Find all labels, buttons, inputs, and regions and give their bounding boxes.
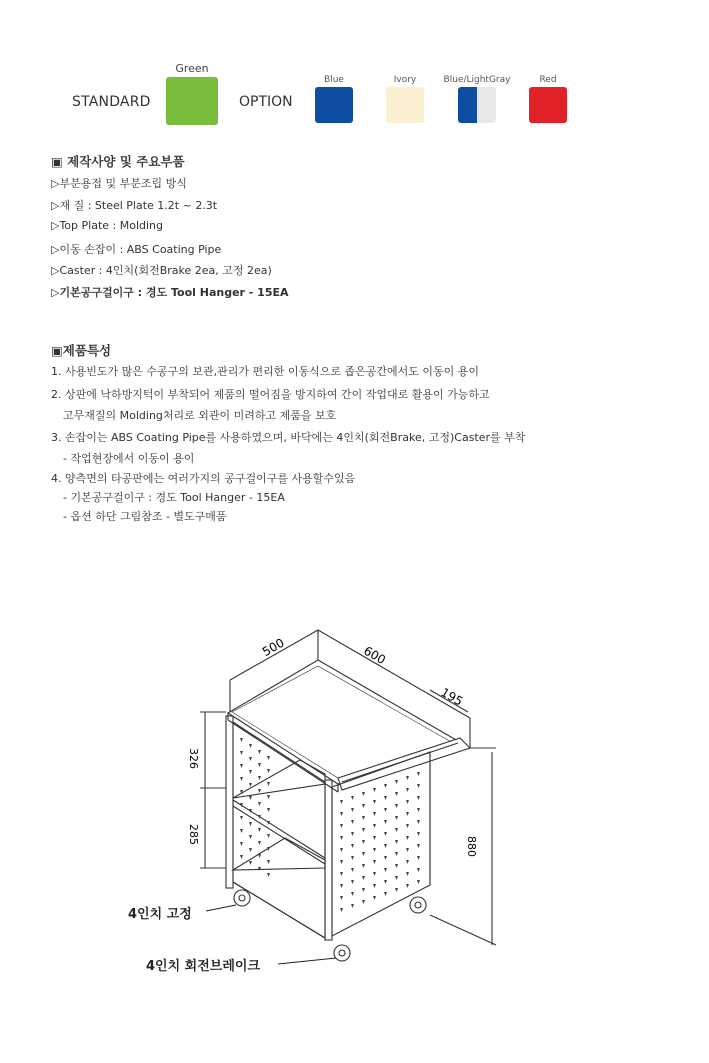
cart-outline <box>200 630 496 945</box>
pegboard-hole <box>406 776 409 780</box>
pegboard-hole <box>351 844 354 848</box>
spec-item: ▷부분용접 및 부분조립 방식 <box>51 177 187 190</box>
pegboard-hole <box>373 824 376 828</box>
pegboard-hole <box>340 800 343 804</box>
pegboard-hole <box>406 872 409 876</box>
option-color-name-ivory: Ivory <box>393 75 417 85</box>
pegboard-hole <box>249 822 252 826</box>
pegboard-hole <box>240 777 243 781</box>
pegboard-hole <box>417 808 420 812</box>
pegboard-hole <box>417 844 420 848</box>
pegboard-hole <box>249 848 252 852</box>
pegboard-hole <box>340 884 343 888</box>
pegboard-hole <box>340 872 343 876</box>
pegboard-hole <box>258 841 261 845</box>
pegboard-hole <box>373 836 376 840</box>
standard-label: STANDARD <box>72 94 151 110</box>
pegboard-hole <box>267 860 270 864</box>
option-color-name-blue: Blue <box>324 75 344 85</box>
pegboard-hole <box>395 888 398 892</box>
feature-line: 1. 사용빈도가 많은 수공구의 보관,관리가 편리한 이동식으로 좁은공간에서도 이동이 용이 <box>51 365 479 378</box>
pegboard-hole <box>340 848 343 852</box>
pegboard-hole <box>249 744 252 748</box>
pegboard-hole <box>395 792 398 796</box>
caption-fixed-caster: 4인치 고정 <box>128 907 192 922</box>
pegboard-hole <box>362 876 365 880</box>
pegboard-hole <box>240 764 243 768</box>
pegboard-hole <box>406 788 409 792</box>
pegboard-hole <box>362 888 365 892</box>
pegboard-hole <box>240 751 243 755</box>
pegboard-hole <box>351 856 354 860</box>
pegboard-hole <box>340 896 343 900</box>
pegboard-hole <box>417 832 420 836</box>
pegboard-hole <box>406 884 409 888</box>
pegboard-hole <box>351 796 354 800</box>
pegboard-hole <box>384 868 387 872</box>
pegboard-hole <box>362 864 365 868</box>
spec-title: ▣ 제작사양 및 주요부품 <box>51 154 185 169</box>
pegboard-hole <box>240 738 243 742</box>
pegboard-hole <box>351 892 354 896</box>
dim-lower: 285 <box>187 824 200 845</box>
spec-item: ▷Caster : 4인치(회전Brake 2ea, 고정 2ea) <box>51 264 272 277</box>
feature-line: - 기본공구걸이구 : 경도 Tool Hanger - 15EA <box>63 491 285 504</box>
pegboard-hole <box>267 769 270 773</box>
pegboard-hole <box>406 824 409 828</box>
option-color-name-red: Red <box>539 75 557 85</box>
dim-width: 600 <box>361 643 389 668</box>
pegboard-hole <box>362 852 365 856</box>
pegboard-hole <box>351 904 354 908</box>
pegboard-hole <box>373 872 376 876</box>
leader-brake <box>278 958 336 964</box>
pegboard-hole <box>395 804 398 808</box>
option-color-name-blue-lightgray: Blue/LightGray <box>443 75 511 85</box>
feature-line: 고무재질의 Molding처리로 외관이 미려하고 제품을 보호 <box>63 409 337 422</box>
pegboard-hole <box>362 804 365 808</box>
pegboard-hole <box>417 784 420 788</box>
pegboard-hole <box>249 796 252 800</box>
feature-line: 4. 양측면의 타공판에는 여러가지의 공구걸이구를 사용할수있음 <box>51 472 356 485</box>
spec-item: ▷기본공구걸이구 : 경도 Tool Hanger - 15EA <box>51 286 289 299</box>
pegboard-hole <box>395 876 398 880</box>
pegboard-hole <box>351 832 354 836</box>
leader-fixed <box>206 905 236 911</box>
pegboard-hole <box>406 860 409 864</box>
pegboard-hole <box>258 789 261 793</box>
pegboard-hole <box>384 892 387 896</box>
pegboard-hole <box>267 834 270 838</box>
pegboard-hole <box>340 812 343 816</box>
pegboard-hole <box>249 770 252 774</box>
features-title: ▣제품특성 <box>51 343 112 358</box>
spec-item: ▷Top Plate : Molding <box>51 219 163 232</box>
pegboard-hole <box>258 763 261 767</box>
pegboard-hole <box>362 828 365 832</box>
pegboard-hole <box>395 780 398 784</box>
pegboard-hole <box>384 796 387 800</box>
pegboard-hole <box>267 808 270 812</box>
pegboard-hole <box>249 783 252 787</box>
pegboard-hole <box>373 848 376 852</box>
pegboard-hole <box>384 856 387 860</box>
pegboard-hole <box>351 880 354 884</box>
pegboard-hole <box>362 816 365 820</box>
option-swatch-blue <box>315 87 353 123</box>
pegboard-hole <box>406 836 409 840</box>
option-swatch-red <box>529 87 567 123</box>
pegboard-hole <box>395 816 398 820</box>
feature-line: 2. 상판에 낙하방지턱이 부착되어 제품의 떨어짐을 방지하여 간이 작업대로 활용이 가능하고 <box>51 388 490 401</box>
pegboard-hole <box>249 757 252 761</box>
pegboard-hole <box>267 873 270 877</box>
pegboard-hole <box>373 896 376 900</box>
pegboard-hole <box>340 824 343 828</box>
pegboard-hole <box>340 860 343 864</box>
pegboard-hole <box>417 856 420 860</box>
pegboard-hole <box>395 852 398 856</box>
pegboard-hole <box>362 840 365 844</box>
pegboard-hole <box>395 840 398 844</box>
pegboard-hole <box>373 860 376 864</box>
pegboard-hole <box>340 836 343 840</box>
dim-height: 880 <box>465 836 478 857</box>
pegboard-hole <box>249 835 252 839</box>
pegboard-hole <box>417 820 420 824</box>
pegboard-hole <box>258 854 261 858</box>
option-swatch-blue-lightgray <box>458 87 496 123</box>
pegboard-hole <box>406 848 409 852</box>
pegboard-hole <box>258 828 261 832</box>
pegboard-hole <box>267 795 270 799</box>
pegboard-hole <box>373 788 376 792</box>
pegboard-hole <box>351 820 354 824</box>
pegboard-hole <box>395 864 398 868</box>
pegboard-hole <box>240 855 243 859</box>
pegboard-hole <box>417 772 420 776</box>
pegboard-hole <box>417 868 420 872</box>
pegboard-hole <box>417 880 420 884</box>
pegboard-hole <box>362 900 365 904</box>
dim-handle: 195 <box>438 685 466 709</box>
pegboard-hole <box>395 828 398 832</box>
pegboard-hole <box>267 756 270 760</box>
pegboard-hole <box>384 832 387 836</box>
spec-item: ▷재 질 : Steel Plate 1.2t ~ 2.3t <box>51 199 218 212</box>
tool-cart-drawing <box>0 600 709 1000</box>
pegboard-hole <box>240 829 243 833</box>
feature-line: 3. 손잡이는 ABS Coating Pipe를 사용하였으며, 바닥에는 4인치(회전Brake, 고정)Caster를 부착 <box>51 431 526 444</box>
pegboard-hole <box>240 842 243 846</box>
spec-item: ▷이동 손잡이 : ABS Coating Pipe <box>51 243 222 256</box>
standard-color-name: Green <box>175 62 209 75</box>
pegboard-hole <box>258 776 261 780</box>
pegboard-hole <box>340 908 343 912</box>
pegboard-hole <box>362 792 365 796</box>
pegboard-hole <box>351 868 354 872</box>
pegboard-hole <box>373 800 376 804</box>
feature-line: - 옵션 하단 그림참조 - 별도구매품 <box>63 510 227 523</box>
dim-upper: 326 <box>187 748 200 769</box>
standard-color-swatch <box>166 77 218 125</box>
pegboard-hole <box>406 812 409 816</box>
pegboard-hole <box>373 884 376 888</box>
pegboard-hole <box>351 808 354 812</box>
pegboard-hole <box>258 750 261 754</box>
pegboard-hole <box>240 816 243 820</box>
pegboard-hole <box>373 812 376 816</box>
pegboard-hole <box>417 796 420 800</box>
pegboard-hole <box>406 800 409 804</box>
pegboard-hole <box>267 782 270 786</box>
dim-depth: 500 <box>259 635 287 660</box>
pegboard-hole <box>384 808 387 812</box>
pegboard-hole <box>384 880 387 884</box>
pegboard-hole <box>384 844 387 848</box>
feature-line: - 작업현장에서 이동이 용이 <box>63 452 195 465</box>
option-swatch-ivory <box>386 87 424 123</box>
pegboard-hole <box>384 784 387 788</box>
caption-brake-caster: 4인치 회전브레이크 <box>146 959 261 974</box>
option-label: OPTION <box>239 94 293 110</box>
pegboard-hole <box>258 802 261 806</box>
pegboard-hole <box>249 861 252 865</box>
pegboard-hole <box>384 820 387 824</box>
